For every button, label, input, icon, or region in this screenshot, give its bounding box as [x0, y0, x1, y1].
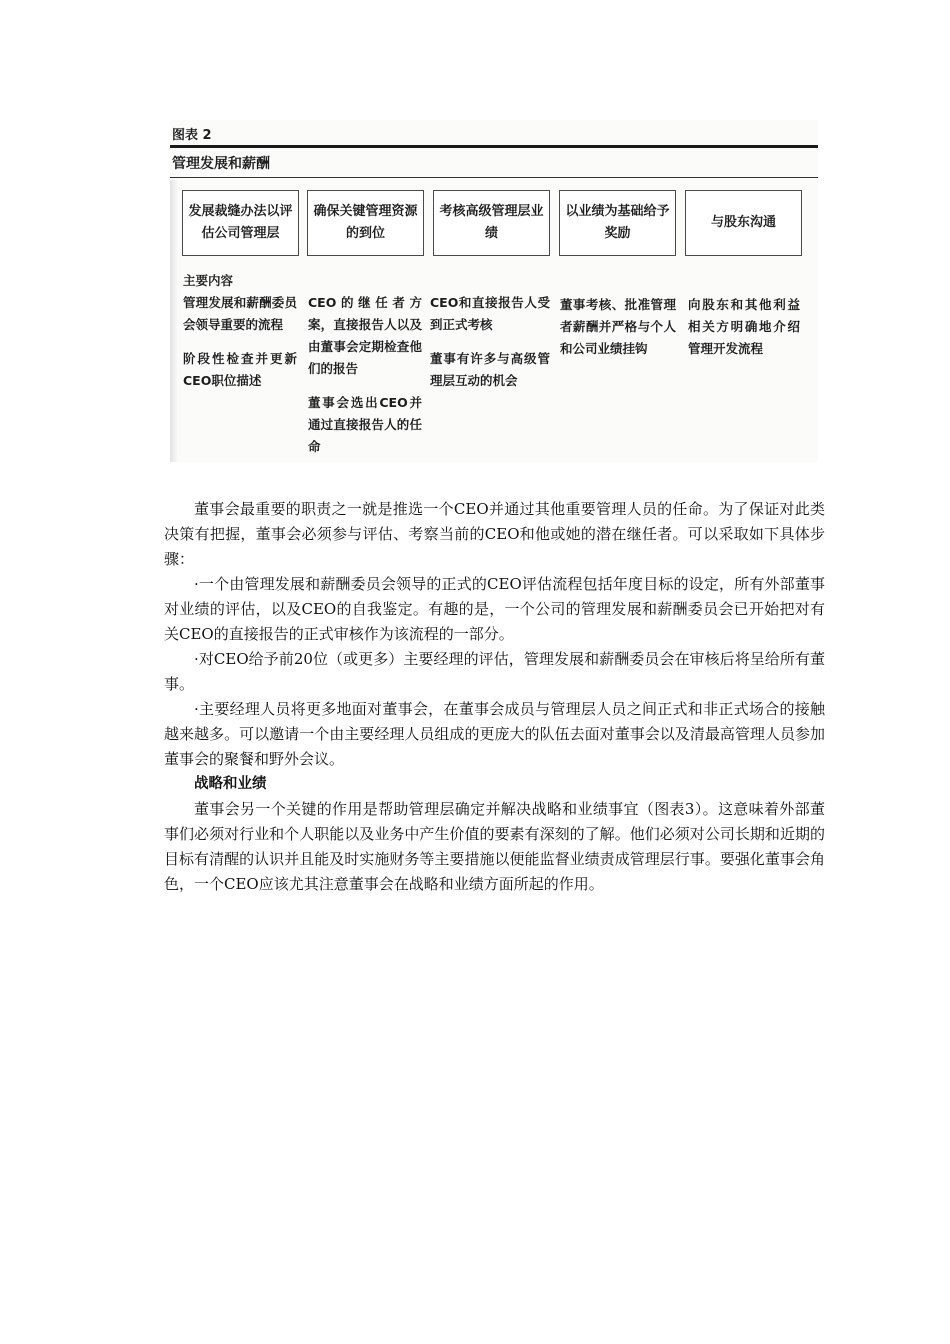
figure-box-2: 确保关键管理资源的到位	[307, 190, 424, 256]
column-2-text-1: CEO的继任者方案，直接报告人以及由董事会定期检查他们的报告	[308, 295, 422, 376]
column-5-text-1: 向股东和其他利益相关方明确地介绍管理开发流程	[688, 297, 800, 356]
column-2-text-2: 董事会选出CEO并通过直接报告人的任命	[308, 395, 422, 454]
column-4-text-1: 董事考核、批准管理者薪酬并严格与个人和公司业绩挂钩	[560, 297, 676, 356]
paragraph-1: 董事会最重要的职责之一就是推选一个CEO并通过其他重要管理人员的任命。为了保证对此类决策有把握，董事会必须参与评估、考察当前的CEO和他或她的潜在继任者。可以采取如下具体步骤：	[164, 500, 825, 568]
column-1-text-1: 管理发展和薪酬委员会领导重要的流程	[183, 295, 297, 332]
figure-column-3	[430, 292, 550, 392]
figure-column-4	[560, 294, 676, 360]
column-3-text-1: CEO和直接报告人受到正式考核	[430, 295, 550, 332]
paragraph-5: 董事会另一个关键的作用是帮助管理层确定并解决战略和业绩事宜（图表3）。这意味着外部董事们必须对行业和个人职能以及业务中产生价值的要素有深刻的了解。他们必须对公司长期和近期的目标有清醒的认识并且能及时实施财务等主要措施以便能监督业绩责成管理层行事。要强化董事会角色，一个CEO应该尤其注意董事会在战略和业绩方面所起的作用。	[164, 800, 825, 893]
figure-column-1	[183, 270, 297, 392]
figure-box-5: 与股东沟通	[685, 190, 802, 256]
figure-box-3: 考核高级管理层业绩	[433, 190, 550, 256]
paragraph-4: ·主要经理人员将更多地面对董事会，在董事会成员与管理层人员之间正式和非正式场合的接触越来越多。可以邀请一个由主要经理人员组成的更庞大的队伍去面对董事会以及清最高管理人员参加董事会的聚餐和野外会议。	[164, 700, 825, 768]
figure-title: 管理发展和薪酬	[172, 156, 270, 172]
column-3-text-2: 董事有许多与高级管理层互动的机会	[430, 351, 550, 388]
column-heading: 主要内容	[183, 273, 234, 288]
figure-box-4: 以业绩为基础给予奖励	[559, 190, 676, 256]
column-1-text-2: 阶段性检查并更新CEO职位描述	[183, 351, 297, 388]
figure-management-development	[170, 120, 818, 462]
figure-column-5	[688, 294, 800, 360]
paragraph-2: ·一个由管理发展和薪酬委员会领导的正式的CEO评估流程包括年度目标的设定，所有外部董事对业绩的评估，以及CEO的自我鉴定。有趣的是，一个公司的管理发展和薪酬委员会已开始把对有关CEO的直接报告的正式审核作为该流程的一部分。	[164, 575, 825, 643]
section-heading: 战略和业绩	[194, 776, 267, 792]
body-text	[164, 497, 825, 897]
figure-box-1: 发展裁缝办法以评估公司管理层	[182, 190, 299, 256]
scan-shadow	[170, 180, 178, 462]
figure-label: 图表 2	[172, 128, 212, 143]
paragraph-3: ·对CEO给予前20位（或更多）主要经理的评估，管理发展和薪酬委员会在审核后将呈给所有董事。	[164, 650, 825, 693]
figure-title-rule	[170, 177, 818, 178]
figure-top-rule	[170, 145, 818, 148]
figure-column-2	[308, 292, 422, 458]
